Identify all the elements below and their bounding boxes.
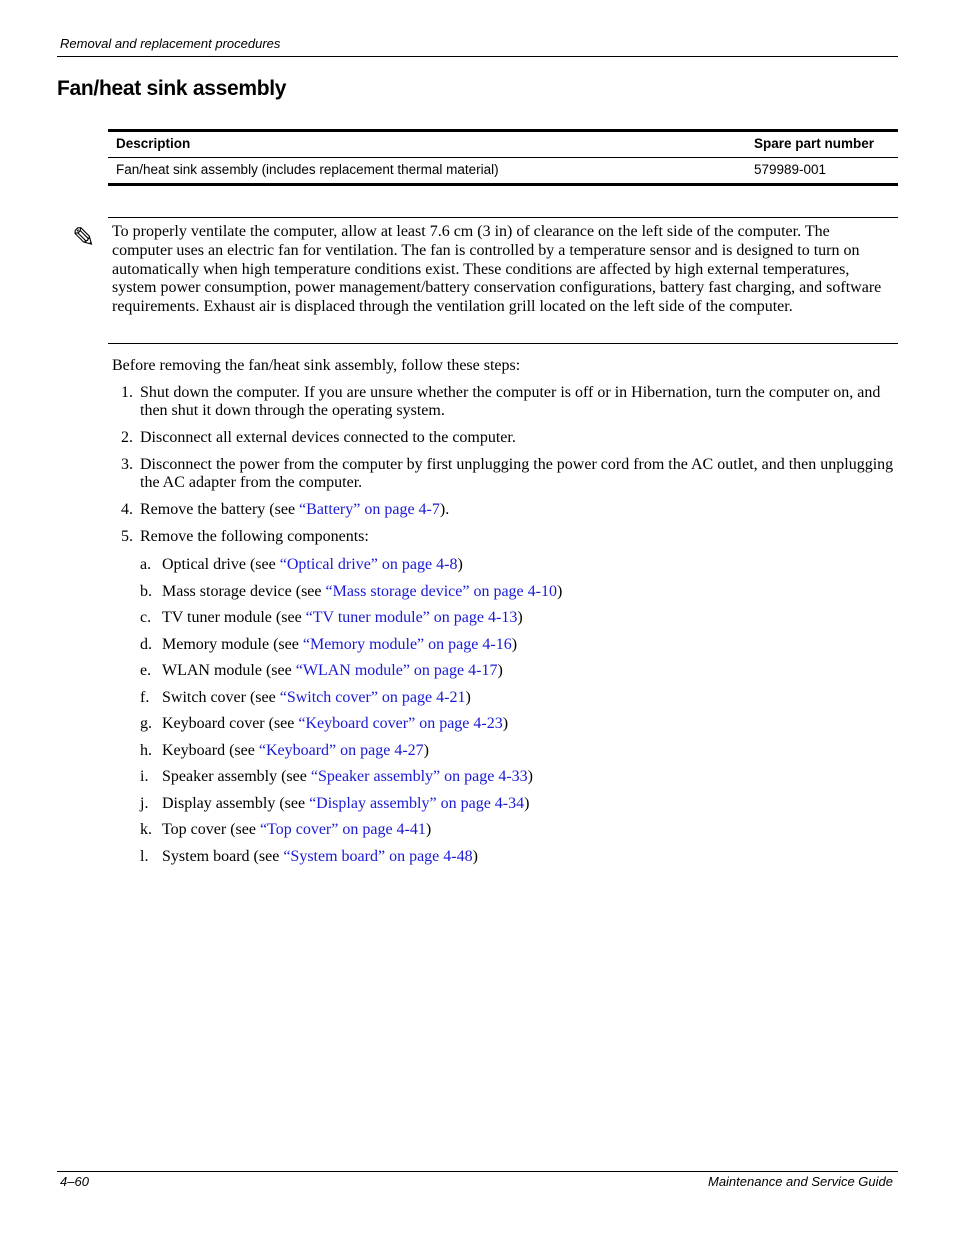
item-close: )	[502, 715, 509, 732]
link-battery[interactable]: “Battery” on page 4-7	[299, 501, 440, 518]
guide-title: Maintenance and Service Guide	[707, 1174, 893, 1189]
item-text: WLAN module (see	[162, 662, 296, 679]
list-item	[140, 662, 898, 680]
step-text-post: ).	[439, 501, 450, 518]
link-keyboard[interactable]: “Keyboard” on page 4-27	[258, 741, 424, 759]
components-list	[140, 556, 898, 866]
item-letter: l.	[140, 847, 149, 865]
item-letter: i.	[140, 768, 149, 785]
link-memory-module[interactable]: “Memory module” on page 4-16	[302, 635, 512, 653]
link-speaker-assembly[interactable]: “Speaker assembly” on page 4-33	[310, 768, 528, 785]
step-number: 5.	[121, 528, 133, 545]
step-number: 4.	[121, 501, 133, 518]
item-text: TV tuner module (see	[162, 609, 306, 626]
list-item	[112, 501, 898, 519]
link-switch-cover[interactable]: “Switch cover” on page 4-21	[279, 688, 466, 706]
list-item	[112, 384, 898, 420]
item-text: Keyboard (see	[162, 741, 259, 759]
item-letter: a.	[140, 556, 152, 573]
list-item	[140, 795, 898, 813]
item-text: Display assembly (see	[162, 794, 310, 812]
note-text: To properly ventilate the computer, allow at least 7.6 cm (3 in) of clearance on the left side of the computer. The computer uses an electric fan for ventilation. The fan is controlled by a temperature sensor and is designed to turn on automatically when high temperature conditions exist. These conditions are affected by high external temperatures, system power consumption, power management/battery conservation configurations, battery fast charging, and software requirements. Exhaust air is displaced through the ventilation grill located on the left side of the computer.	[112, 223, 882, 316]
col-header-spare-part: Spare part number	[754, 136, 875, 151]
link-wlan-module[interactable]: “WLAN module” on page 4-17	[295, 662, 498, 679]
note-box	[108, 217, 898, 344]
item-close: )	[457, 556, 463, 573]
section-title: Fan/heat sink assembly	[57, 77, 287, 100]
col-header-description: Description	[116, 136, 191, 151]
item-letter: j.	[140, 794, 149, 812]
item-letter: h.	[140, 741, 152, 759]
item-close: )	[517, 609, 523, 626]
list-item	[140, 636, 898, 654]
link-keyboard-cover[interactable]: “Keyboard cover” on page 4-23	[298, 715, 503, 732]
item-text: Switch cover (see	[162, 688, 280, 706]
step-number: 2.	[121, 429, 133, 446]
step-text: Disconnect all external devices connected to the computer.	[140, 429, 516, 446]
item-letter: e.	[140, 662, 152, 679]
list-item	[112, 456, 898, 492]
item-close: )	[465, 688, 471, 706]
link-top-cover[interactable]: “Top cover” on page 4-41	[259, 821, 426, 838]
page-number: 4–60	[60, 1174, 89, 1189]
item-letter: k.	[140, 821, 152, 838]
list-item	[140, 768, 898, 786]
item-text: Speaker assembly (see	[162, 768, 311, 785]
step-text: Remove the following components:	[140, 528, 369, 545]
link-mass-storage-device[interactable]: “Mass storage device” on page 4-10	[325, 582, 557, 600]
item-letter: c.	[140, 609, 152, 626]
pencil-note-icon: ✎	[72, 221, 96, 254]
link-display-assembly[interactable]: “Display assembly” on page 4-34	[309, 794, 525, 812]
steps-list	[112, 384, 898, 875]
item-close: )	[497, 662, 503, 679]
list-item	[140, 556, 898, 574]
item-close: )	[556, 582, 563, 600]
item-close: )	[511, 635, 518, 653]
item-letter: g.	[140, 715, 152, 732]
step-number: 3.	[121, 456, 133, 473]
item-text: Memory module (see	[162, 635, 303, 653]
link-system-board[interactable]: “System board” on page 4-48	[283, 847, 473, 865]
cell-spare-part: 579989-001	[754, 162, 827, 177]
item-close: )	[524, 794, 530, 812]
intro-text: Before removing the fan/heat sink assembly, follow these steps:	[112, 357, 521, 374]
list-item	[140, 715, 898, 733]
header-rule	[57, 56, 898, 57]
link-tv-tuner-module[interactable]: “TV tuner module” on page 4-13	[305, 609, 518, 626]
item-letter: b.	[140, 582, 152, 600]
running-head: Removal and replacement procedures	[60, 36, 281, 51]
table-header-row	[108, 131, 898, 158]
list-item	[140, 848, 898, 866]
list-item	[112, 528, 898, 866]
item-letter: f.	[140, 688, 150, 706]
list-item	[140, 742, 898, 760]
cell-description: Fan/heat sink assembly (includes replacement thermal material)	[116, 162, 499, 177]
item-text: Mass storage device (see	[162, 582, 326, 600]
item-text: Optical drive (see	[162, 556, 280, 573]
item-close: )	[527, 768, 533, 785]
list-item	[112, 429, 898, 447]
list-item	[140, 689, 898, 707]
item-close: )	[423, 741, 429, 759]
step-text: Shut down the computer. If you are unsure whether the computer is off or in Hibernation, turn the computer on, and then shut it down through the operating system.	[140, 384, 881, 419]
item-close: )	[472, 847, 478, 865]
item-text: Top cover (see	[162, 821, 260, 838]
list-item	[140, 609, 898, 627]
table-row	[108, 158, 898, 185]
item-close: )	[425, 821, 432, 838]
item-text: Keyboard cover (see	[162, 715, 299, 732]
step-number: 1.	[121, 384, 133, 401]
list-item	[140, 583, 898, 601]
step-text-pre: Remove the battery (see	[140, 501, 300, 518]
item-text: System board (see	[162, 847, 284, 865]
spare-parts-table	[108, 129, 898, 186]
link-optical-drive[interactable]: “Optical drive” on page 4-8	[279, 556, 458, 573]
item-letter: d.	[140, 635, 152, 653]
list-item	[140, 821, 898, 839]
footer-rule	[57, 1171, 898, 1172]
step-text: Disconnect the power from the computer by first unplugging the power cord from the AC outlet, and then unplugging the AC adapter from the computer.	[140, 456, 894, 491]
